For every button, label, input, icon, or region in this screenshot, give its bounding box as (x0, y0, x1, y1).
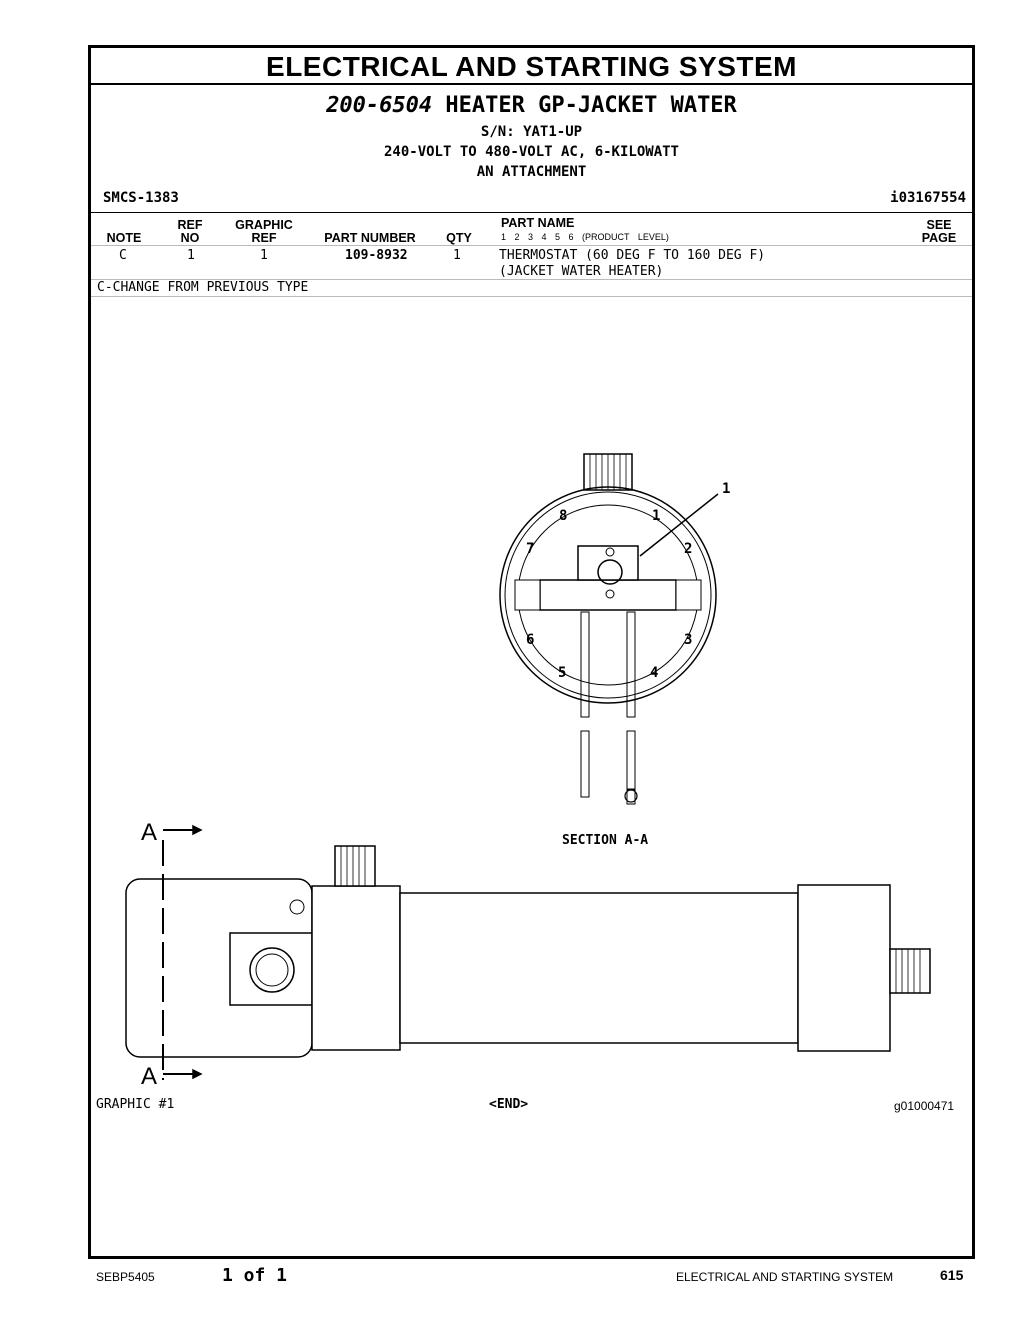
section-label: SECTION A-A (562, 833, 649, 848)
row-ref-no: 1 (187, 248, 195, 263)
col-part-name: PART NAME (501, 216, 575, 230)
side-view (126, 826, 930, 1080)
col-see-page-line2: PAGE (921, 231, 957, 245)
section-view (500, 454, 718, 804)
position-4: 4 (650, 665, 659, 681)
graphic-id: g01000471 (894, 1099, 955, 1113)
serial-range: S/N: YAT1-UP (480, 124, 583, 140)
position-2: 2 (684, 541, 693, 557)
heater-tube (400, 893, 798, 1043)
position-7: 7 (526, 541, 535, 557)
position-5: 5 (558, 665, 567, 681)
group-part-number: 200-6504 (326, 93, 433, 118)
position-1: 1 (652, 508, 661, 524)
col-product-level: 1 2 3 4 5 6 (PRODUCT LEVEL) (501, 232, 669, 242)
side-block-right (676, 580, 701, 610)
row-part-number: 109-8932 (345, 248, 408, 263)
row-qty: 1 (453, 248, 461, 263)
group-name: HEATER GP-JACKET WATER (445, 93, 737, 118)
lead-left (581, 731, 589, 797)
col-note: NOTE (106, 231, 142, 245)
footer-page-of: 1 of 1 (222, 1265, 288, 1286)
illustration-id: i03167554 (890, 190, 966, 206)
col-graphic-ref-line2: REF (251, 231, 277, 245)
position-3: 3 (684, 632, 693, 648)
col-graphic-ref-line1: GRAPHIC (235, 218, 293, 232)
footer-doc-number: SEBP5405 (96, 1270, 155, 1284)
col-ref-no-line1: REF (177, 218, 203, 232)
row-graphic-ref: 1 (260, 248, 268, 263)
col-part-number: PART NUMBER (324, 231, 416, 245)
smcs-code: SMCS-1383 (103, 190, 179, 206)
section-marker-bottom: A (141, 1063, 158, 1090)
section-title: ELECTRICAL AND STARTING SYSTEM (91, 48, 972, 85)
arrowhead (193, 826, 201, 834)
col-qty: QTY (446, 231, 472, 245)
row-note: C (119, 248, 127, 263)
position-6: 6 (526, 632, 535, 648)
type-line: AN ATTACHMENT (476, 164, 587, 180)
col-see-page-line1: SEE (926, 218, 952, 232)
arrowhead (193, 1070, 201, 1078)
side-block-left (515, 580, 540, 610)
footer-page-number: 615 (940, 1267, 964, 1283)
lead-right (627, 731, 635, 789)
body-flange (312, 886, 400, 1050)
note-legend: C-CHANGE FROM PREVIOUS TYPE (97, 280, 309, 295)
footer-section: ELECTRICAL AND STARTING SYSTEM (676, 1270, 894, 1284)
thermostat-body (578, 546, 638, 580)
end-marker: <END> (489, 1097, 529, 1112)
outlet-end (798, 885, 890, 1051)
callout-leader (640, 494, 718, 556)
row-part-name-line1: THERMOSTAT (60 DEG F TO 160 DEG F) (499, 248, 766, 263)
spec-line: 240-VOLT TO 480-VOLT AC, 6-KILOWATT (383, 144, 679, 160)
row-part-name-line2: (JACKET WATER HEATER) (499, 264, 664, 279)
thermostat-housing (230, 933, 312, 1005)
callout-1: 1 (722, 481, 731, 497)
section-marker-top: A (141, 819, 158, 846)
col-ref-no-line2: NO (180, 231, 200, 245)
graphic-caption: GRAPHIC #1 (96, 1097, 175, 1112)
position-8: 8 (559, 508, 568, 524)
